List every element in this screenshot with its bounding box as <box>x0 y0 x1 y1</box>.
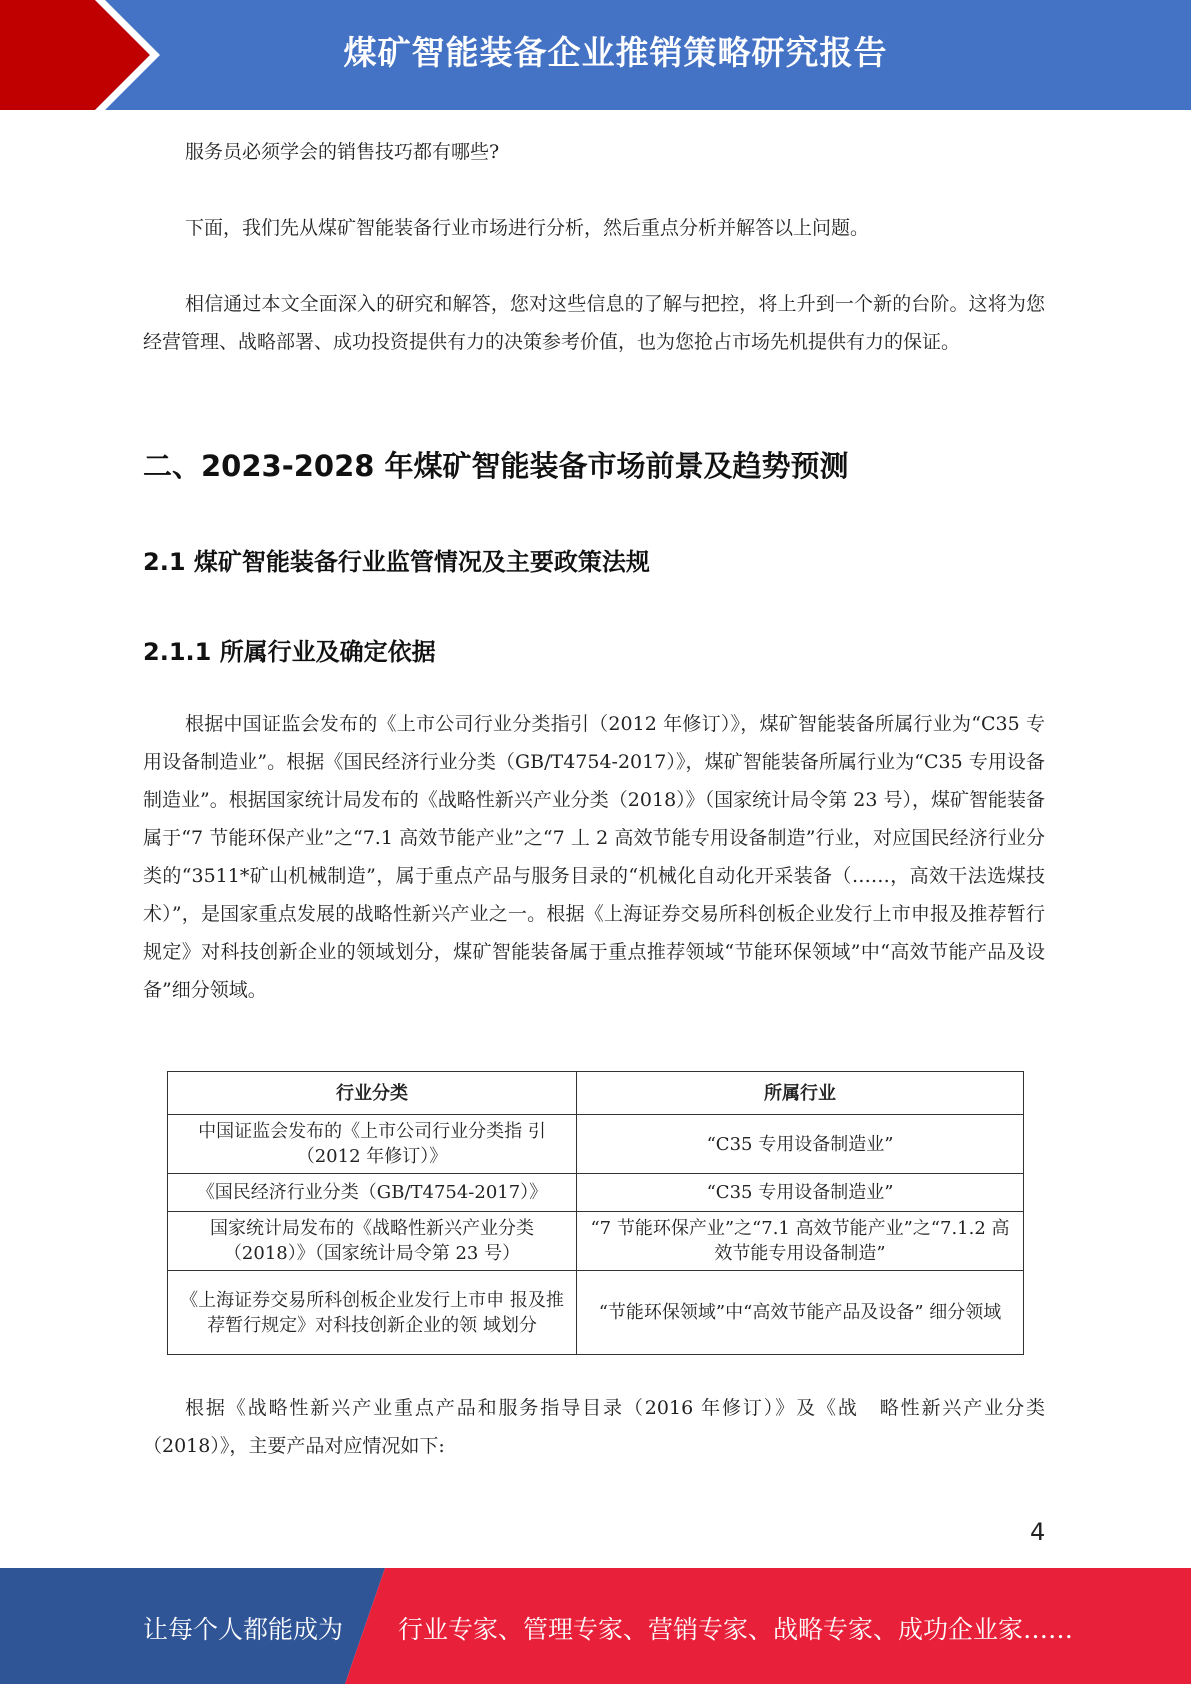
table-header-row <box>168 1072 1024 1115</box>
table-row <box>168 1115 1024 1174</box>
subsubsection-heading: 2.1.1 所属行业及确定依据 <box>143 638 436 666</box>
table-cell: “C35 专用设备制造业” <box>577 1174 1024 1212</box>
table-header-category: 行业分类 <box>168 1072 577 1115</box>
table-cell: “节能环保领域”中“高效节能产品及设备” 细分领域 <box>577 1271 1024 1355</box>
table-cell: 中国证监会发布的《上市公司行业分类指 引（2012 年修订）》 <box>168 1115 577 1174</box>
industry-classification-table <box>167 1071 1024 1355</box>
table-cell: “C35 专用设备制造业” <box>577 1115 1024 1174</box>
footer-slogan-left: 让每个人都能成为 <box>143 1615 344 1644</box>
table-cell: 《国民经济行业分类（GB/T4754-2017）》 <box>168 1174 577 1212</box>
closing-paragraph: 根据《战略性新兴产业重点产品和服务指导目录（2016 年修订）》及《战 略性新兴产业分类（2018）》，主要产品对应情况如下: <box>143 1397 1045 1457</box>
table-cell: 国家统计局发布的《战略性新兴产业分类（2018）》（国家统计局令第 23 号） <box>168 1212 577 1271</box>
table-header-industry: 所属行业 <box>577 1072 1024 1115</box>
footer-slogan-right: 行业专家、管理专家、营销专家、战略专家、成功企业家…… <box>398 1615 1074 1644</box>
table-cell: 《上海证券交易所科创板企业发行上市申 报及推荐暂行规定》对科技创新企业的领 域划分 <box>168 1271 577 1355</box>
page-header <box>0 0 1191 110</box>
section-heading: 二、2023-2028 年煤矿智能装备市场前景及趋势预测 <box>143 449 849 483</box>
body-paragraph: 根据中国证监会发布的《上市公司行业分类指引（2012 年修订）》，煤矿智能装备所属行业为“C35 专用设备制造业”。根据《国民经济行业分类（GB/T4754-2017）》，煤矿智能装备所属行业为“C35 专用设备制造业”。根据国家统计局发布的《战略性新兴产业分类（2018）》（国家统计局令第 23 号），煤矿智能装备属于“7 节能环保产业”之“7.1 高效节能产业”之“7 丄 2 高效节能专用设备制造”行业，对应国民经济行业分类的“3511*矿山机械制造”，属于重点产品与服务目录的“机械化自动化开采装备（……，高效干法选煤技术）”，是国家重点发展的战略性新兴产业之一。根据《上海证券交易所科创板企业发行上市申报及推荐暂行规定》对科技创新企业的领域划分，煤矿智能装备属于重点推荐领域“节能环保领域”中“高效节能产品及设备”细分领域。 <box>143 713 1045 1001</box>
page-number: 4 <box>1030 1518 1046 1546</box>
report-title: 煤矿智能装备企业推销策略研究报告 <box>343 33 888 72</box>
header-chevron-decoration <box>0 0 160 110</box>
intro-paragraph-1: 服务员必须学会的销售技巧都有哪些? <box>185 141 500 163</box>
subsection-heading: 2.1 煤矿智能装备行业监管情况及主要政策法规 <box>143 548 650 576</box>
intro-paragraph-3: 相信通过本文全面深入的研究和解答，您对这些信息的了解与把控，将上升到一个新的台阶。这将为您经营管理、战略部署、成功投资提供有力的决策参考价值，也为您抢占市场先机提供有力的保证。 <box>143 293 1045 353</box>
table-cell: “7 节能环保产业”之“7.1 高效节能产业”之“7.1.2 高效节能专用设备制造” <box>577 1212 1024 1271</box>
table-row <box>168 1212 1024 1271</box>
table-row <box>168 1174 1024 1212</box>
intro-paragraph-2: 下面，我们先从煤矿智能装备行业市场进行分析，然后重点分析并解答以上问题。 <box>185 217 870 239</box>
table-row <box>168 1271 1024 1355</box>
